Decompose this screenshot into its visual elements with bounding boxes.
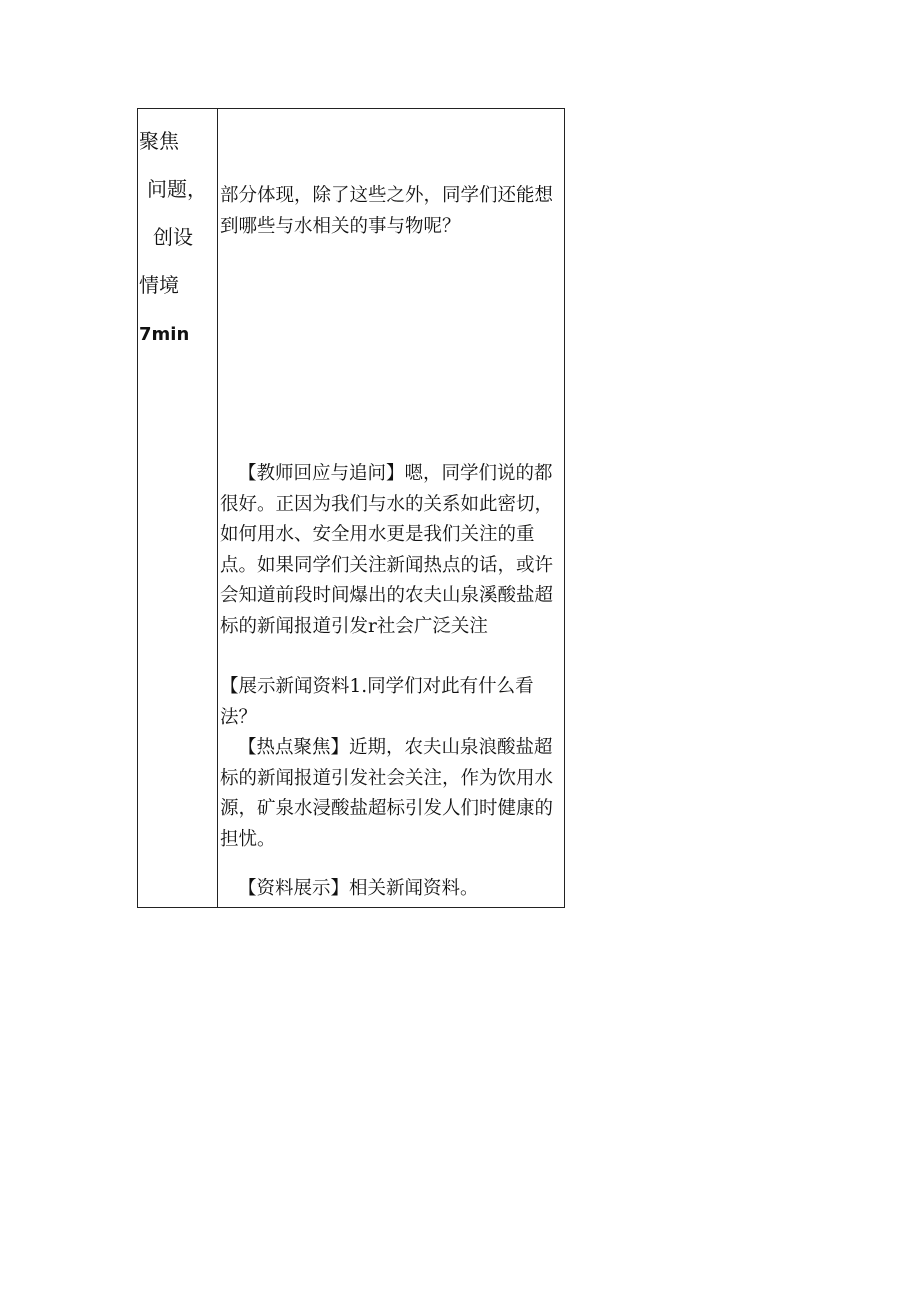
stage-cell: [138, 109, 217, 907]
stage-label-line-3: 创设: [153, 225, 193, 249]
content-paragraph-teacher-response: 【教师回应与追问】嗯，同学们说的都很好。正因为我们与水的关系如此密切，如何用水、安全用水更是我们关注的重点。如果同学们关注新闻热点的话，或许会知道前段时间爆出的农夫山泉溪酸盐超标的新闻报道引发r社会广泛关注: [220, 463, 554, 637]
lesson-table: [137, 108, 565, 908]
content-cell: [218, 109, 565, 907]
content-paragraph-question: 部分体现，除了这些之外，同学们还能想到哪些与水相关的事与物呢？: [220, 185, 554, 237]
content-paragraph-show-news: 【展示新闻资料1.同学们对此有什么看法？: [220, 676, 534, 728]
content-paragraph-hot-topic: 【热点聚焦】近期，农夫山泉浪酸盐超标的新闻报道引发社会关注，作为饮用水源，矿泉水浸酸盐超标引发人们时健康的担忧。: [220, 737, 554, 850]
stage-label-line-1: 聚焦: [139, 129, 179, 153]
stage-label-line-2: 问题，: [147, 177, 207, 201]
stage-duration: 7min: [139, 324, 190, 345]
content-paragraph-materials: 【资料展示】相关新闻资料。: [238, 878, 479, 899]
stage-label-line-4: 情境: [139, 273, 179, 297]
